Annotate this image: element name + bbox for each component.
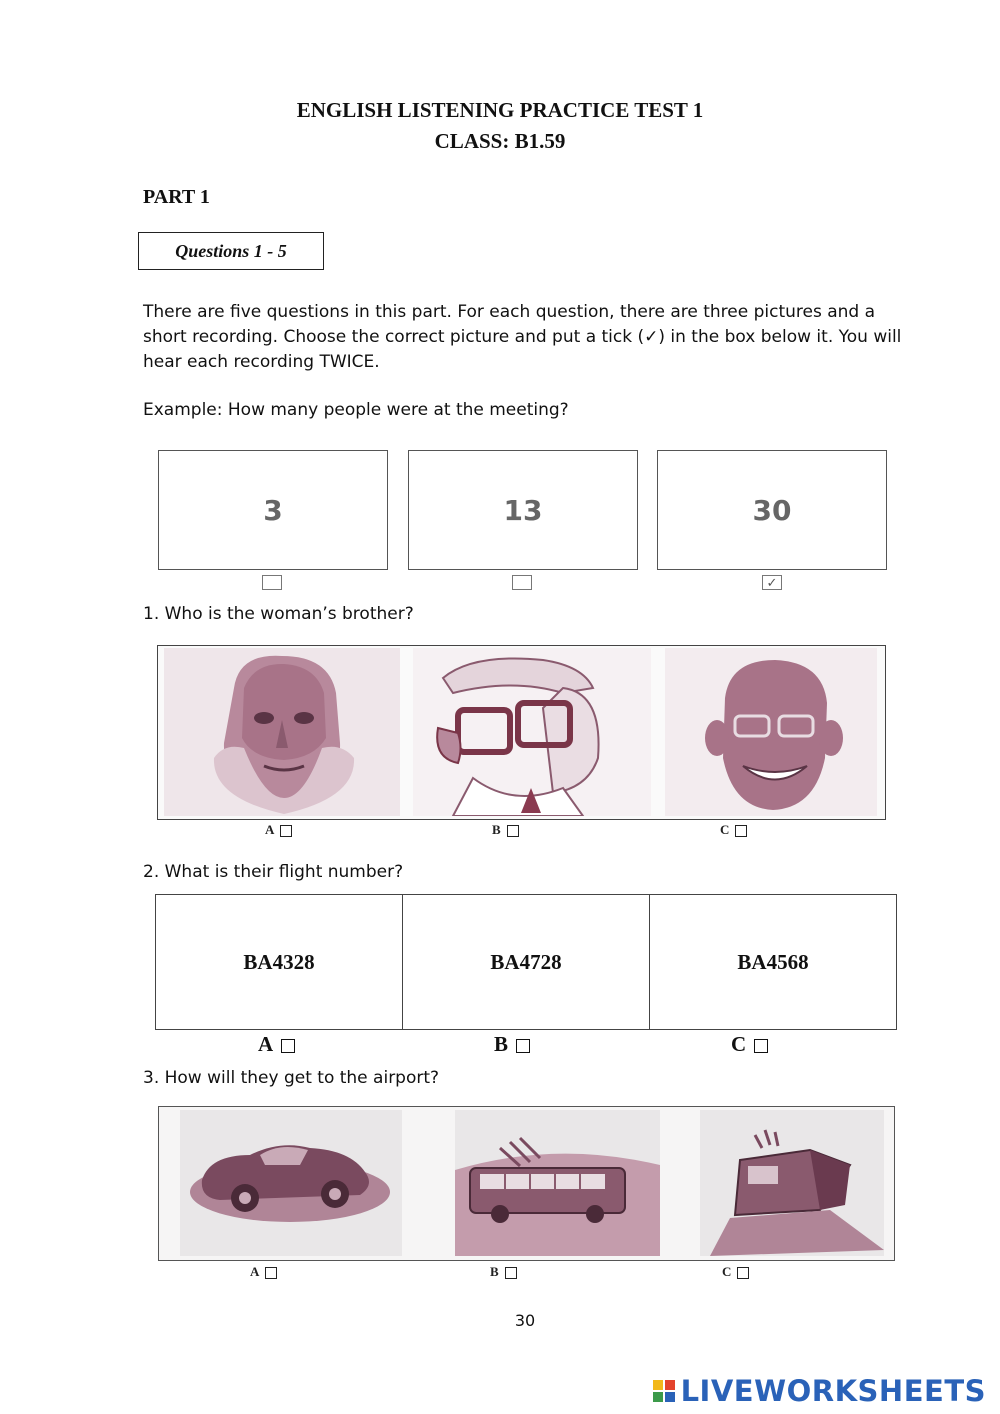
page-number: 30 [514, 1311, 536, 1330]
q2-checkbox-c[interactable] [754, 1039, 768, 1053]
q3-checkbox-b[interactable] [505, 1267, 517, 1279]
example-checkbox-b[interactable] [512, 575, 532, 590]
q1-picture-c [665, 648, 877, 816]
instructions: There are five questions in this part. For each question, there are three pictures and a short recording. Choose the correct picture and put a tick (✓) in the box below it. You will hear each recording TWICE. [143, 302, 902, 372]
question-2: 2. What is their flight number? [143, 862, 404, 882]
q2-label-c-text: C [731, 1032, 747, 1056]
part-label: PART 1 [143, 186, 210, 208]
check-icon: ✓ [766, 575, 778, 590]
q3-picture-a [180, 1110, 402, 1256]
flight-option-a: BA4328 [156, 895, 403, 1029]
example-option-c [657, 450, 887, 570]
example-option-b [408, 450, 638, 570]
q3-label-b-text: B [490, 1264, 499, 1279]
q2-label-b-text: B [494, 1032, 509, 1056]
q3-checkbox-a[interactable] [265, 1267, 277, 1279]
q2-label-b [494, 1032, 530, 1057]
example-option-b-text: 13 [503, 493, 543, 527]
car-icon [180, 1110, 402, 1256]
flight-option-b: BA4728 [403, 895, 650, 1029]
flight-table [155, 894, 897, 1030]
example-checkbox-a[interactable] [262, 575, 282, 590]
question-3: 3. How will they get to the airport? [143, 1068, 440, 1088]
q1-label-b [492, 822, 519, 838]
bearded-man-icon [164, 648, 400, 816]
liveworksheets-logo-icon [653, 1380, 675, 1402]
q1-checkbox-a[interactable] [280, 825, 292, 837]
q2-checkbox-a[interactable] [281, 1039, 295, 1053]
example-option-a [158, 450, 388, 570]
class-line: CLASS: B1.59 [434, 129, 566, 153]
example-checkbox-c[interactable] [762, 575, 782, 590]
liveworksheets-logo [653, 1374, 986, 1408]
q3-checkbox-c[interactable] [737, 1267, 749, 1279]
q3-picture-c [700, 1110, 884, 1256]
q1-label-c [720, 822, 747, 838]
q3-label-c [722, 1264, 749, 1280]
train-icon [700, 1110, 884, 1256]
q1-picture-a [164, 648, 400, 816]
brand-text: LIVEWORKSHEETS [680, 1374, 986, 1408]
example-option-c-text: 30 [752, 493, 792, 527]
q1-label-b-text: B [492, 822, 501, 837]
q3-label-a-text: A [250, 1264, 260, 1279]
q1-label-a [265, 822, 292, 838]
glasses-man-icon [413, 648, 651, 816]
question-1: 1. Who is the woman’s brother? [143, 604, 414, 624]
bus-icon [455, 1110, 660, 1256]
q1-label-a-text: A [265, 822, 275, 837]
q2-label-a-text: A [258, 1032, 274, 1056]
q2-label-c [731, 1032, 768, 1057]
q1-checkbox-c[interactable] [735, 825, 747, 837]
q1-picture-b [413, 648, 651, 816]
q2-checkbox-b[interactable] [516, 1039, 530, 1053]
q3-label-b [490, 1264, 517, 1280]
example-option-a-text: 3 [263, 493, 283, 527]
q1-checkbox-b[interactable] [507, 825, 519, 837]
q1-label-c-text: C [720, 822, 730, 837]
q3-label-c-text: C [722, 1264, 732, 1279]
bald-man-icon [665, 648, 877, 816]
q3-label-a [250, 1264, 277, 1280]
q3-picture-b [455, 1110, 660, 1256]
flight-option-c: BA4568 [737, 949, 809, 974]
example-question: Example: How many people were at the meeting? [143, 400, 569, 420]
questions-box: Questions 1 - 5 [138, 232, 324, 270]
q2-label-a [258, 1032, 295, 1057]
page-title: ENGLISH LISTENING PRACTICE TEST 1 [296, 98, 704, 122]
